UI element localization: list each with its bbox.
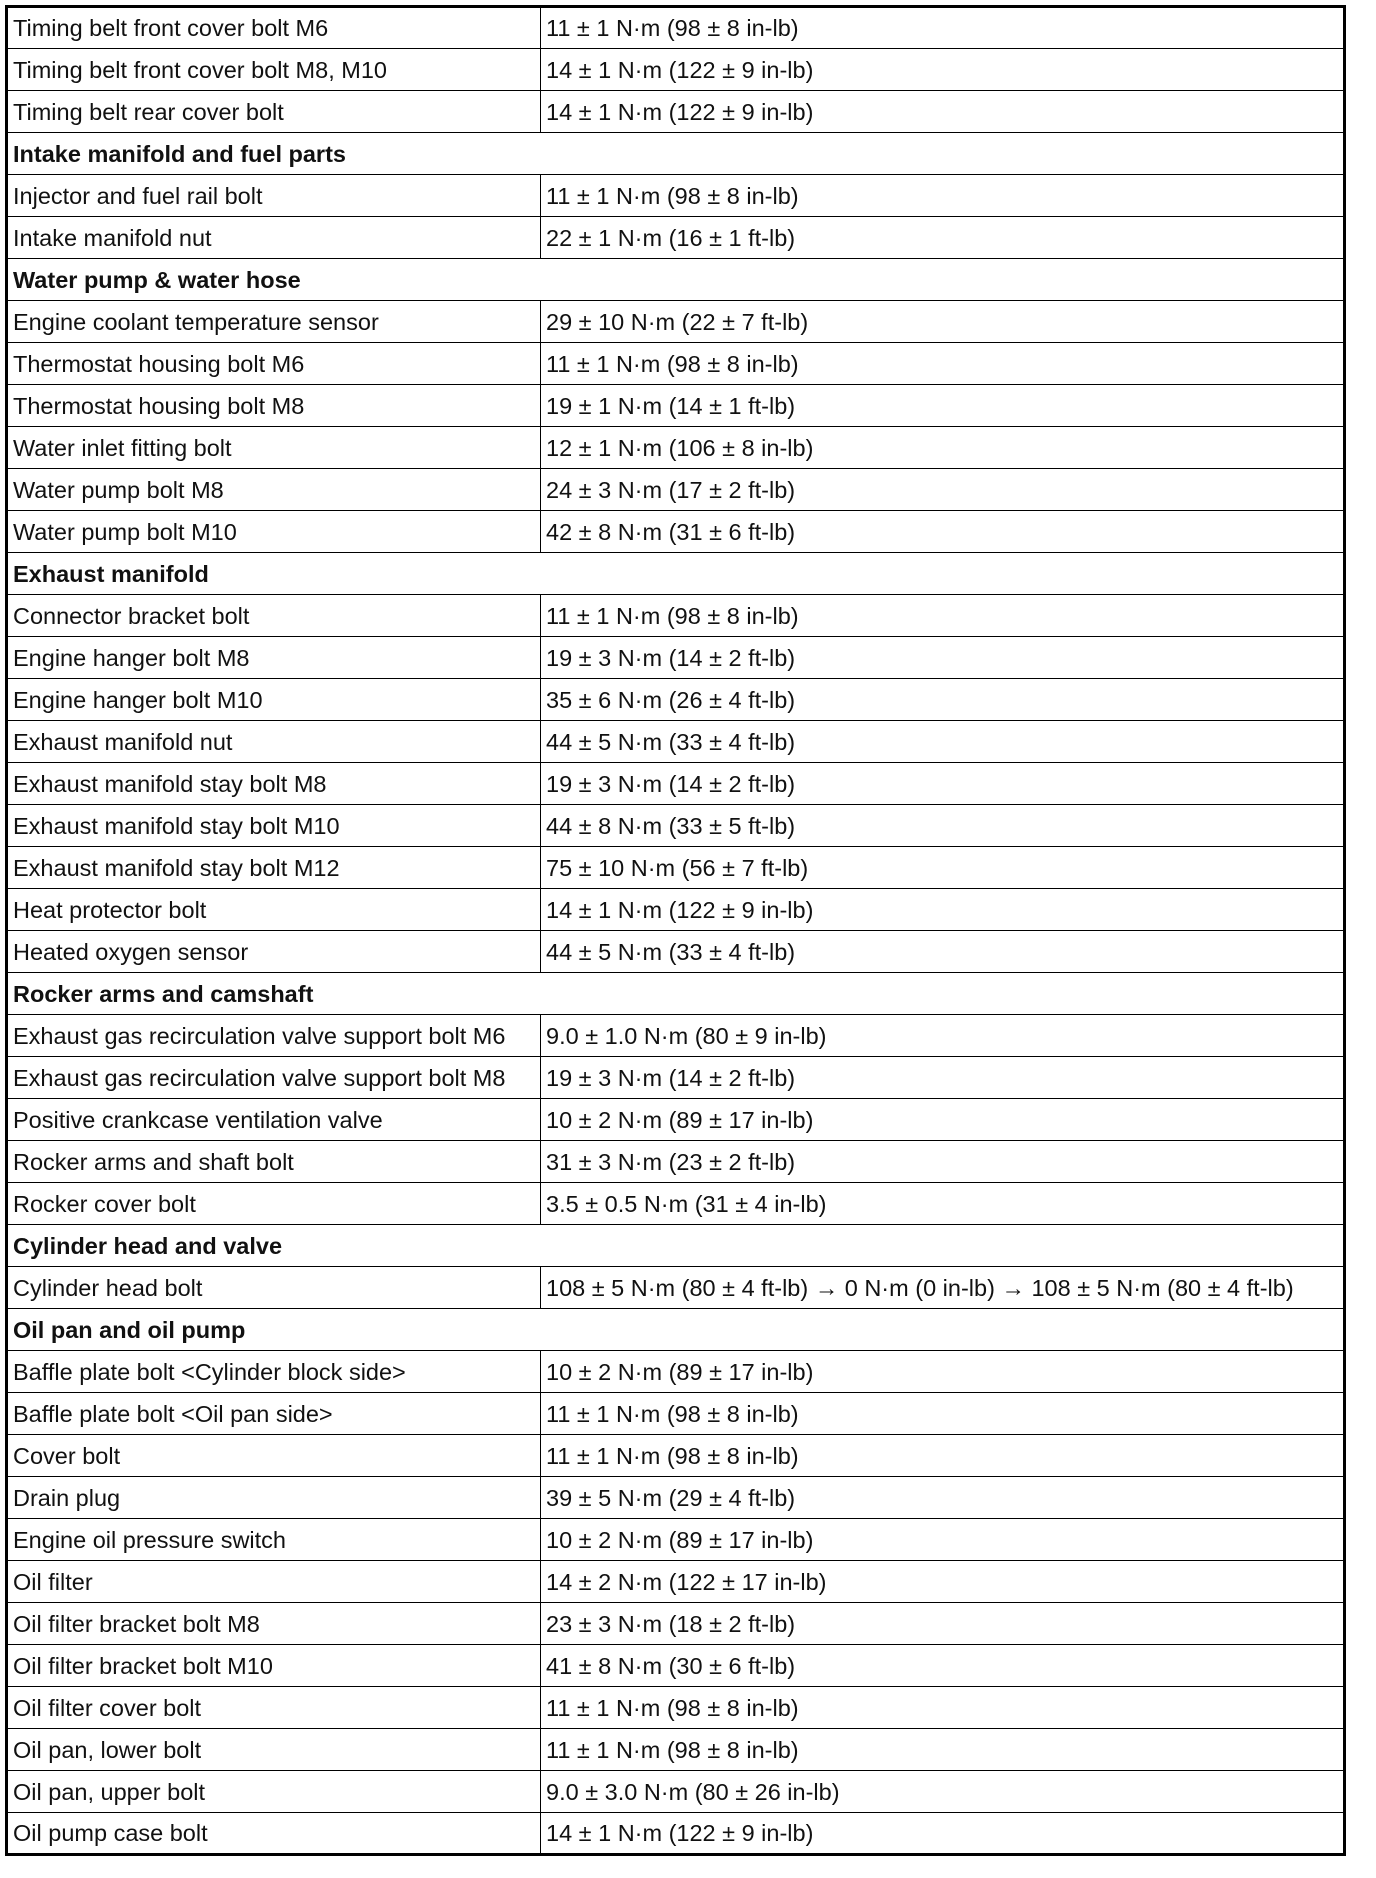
item-cell: Drain plug — [7, 1477, 541, 1519]
table-row — [7, 1015, 1345, 1057]
torque-spec-cell: 11 ± 1 N·m (98 ± 8 in-lb) — [541, 1393, 1345, 1435]
section-header-row — [7, 1225, 1345, 1267]
item-cell: Heated oxygen sensor — [7, 931, 541, 973]
table-row — [7, 679, 1345, 721]
item-cell: Timing belt front cover bolt M8, M10 — [7, 49, 541, 91]
item-cell: Thermostat housing bolt M8 — [7, 385, 541, 427]
torque-spec-cell: 3.5 ± 0.5 N·m (31 ± 4 in-lb) — [541, 1183, 1345, 1225]
torque-spec-cell: 44 ± 5 N·m (33 ± 4 ft-lb) — [541, 931, 1345, 973]
table-row — [7, 595, 1345, 637]
torque-spec-cell: 22 ± 1 N·m (16 ± 1 ft-lb) — [541, 217, 1345, 259]
item-cell: Oil filter cover bolt — [7, 1687, 541, 1729]
table-row — [7, 721, 1345, 763]
section-title: Oil pan and oil pump — [7, 1309, 1345, 1351]
item-cell: Exhaust gas recirculation valve support bolt M8 — [7, 1057, 541, 1099]
table-row — [7, 1813, 1345, 1855]
item-cell: Water pump bolt M10 — [7, 511, 541, 553]
table-row — [7, 1477, 1345, 1519]
item-cell: Exhaust manifold stay bolt M12 — [7, 847, 541, 889]
torque-spec-cell: 11 ± 1 N·m (98 ± 8 in-lb) — [541, 7, 1345, 49]
torque-spec-cell: 14 ± 1 N·m (122 ± 9 in-lb) — [541, 49, 1345, 91]
table-row — [7, 343, 1345, 385]
torque-spec-cell: 14 ± 2 N·m (122 ± 17 in-lb) — [541, 1561, 1345, 1603]
torque-spec-cell: 41 ± 8 N·m (30 ± 6 ft-lb) — [541, 1645, 1345, 1687]
item-cell: Cover bolt — [7, 1435, 541, 1477]
table-row — [7, 1351, 1345, 1393]
table-row — [7, 1519, 1345, 1561]
table-row — [7, 469, 1345, 511]
torque-spec-cell: 9.0 ± 1.0 N·m (80 ± 9 in-lb) — [541, 1015, 1345, 1057]
table-row — [7, 1393, 1345, 1435]
table-row — [7, 91, 1345, 133]
item-cell: Engine oil pressure switch — [7, 1519, 541, 1561]
table-row — [7, 847, 1345, 889]
table-row — [7, 1771, 1345, 1813]
item-cell: Engine hanger bolt M8 — [7, 637, 541, 679]
item-cell: Cylinder head bolt — [7, 1267, 541, 1309]
torque-spec-cell: 44 ± 5 N·m (33 ± 4 ft-lb) — [541, 721, 1345, 763]
item-cell: Rocker cover bolt — [7, 1183, 541, 1225]
table-row — [7, 49, 1345, 91]
table-row — [7, 763, 1345, 805]
section-title: Intake manifold and fuel parts — [7, 133, 1345, 175]
torque-spec-cell: 44 ± 8 N·m (33 ± 5 ft-lb) — [541, 805, 1345, 847]
table-row — [7, 7, 1345, 49]
torque-spec-cell: 14 ± 1 N·m (122 ± 9 in-lb) — [541, 1813, 1345, 1855]
torque-spec-cell: 19 ± 1 N·m (14 ± 1 ft-lb) — [541, 385, 1345, 427]
item-cell: Exhaust manifold stay bolt M10 — [7, 805, 541, 847]
torque-spec-cell: 12 ± 1 N·m (106 ± 8 in-lb) — [541, 427, 1345, 469]
torque-spec-cell: 29 ± 10 N·m (22 ± 7 ft-lb) — [541, 301, 1345, 343]
item-cell: Intake manifold nut — [7, 217, 541, 259]
torque-spec-cell: 19 ± 3 N·m (14 ± 2 ft-lb) — [541, 1057, 1345, 1099]
torque-spec-table — [5, 5, 1346, 1856]
table-row — [7, 637, 1345, 679]
torque-spec-table-body — [7, 7, 1345, 1855]
torque-spec-cell: 31 ± 3 N·m (23 ± 2 ft-lb) — [541, 1141, 1345, 1183]
section-header-row — [7, 133, 1345, 175]
item-cell: Thermostat housing bolt M6 — [7, 343, 541, 385]
torque-spec-cell: 24 ± 3 N·m (17 ± 2 ft-lb) — [541, 469, 1345, 511]
table-row — [7, 1561, 1345, 1603]
table-row — [7, 301, 1345, 343]
item-cell: Oil filter — [7, 1561, 541, 1603]
item-cell: Timing belt front cover bolt M6 — [7, 7, 541, 49]
item-cell: Oil pan, upper bolt — [7, 1771, 541, 1813]
torque-spec-cell: 108 ± 5 N·m (80 ± 4 ft-lb) → 0 N·m (0 in-lb) → 108 ± 5 N·m (80 ± 4 ft-lb) — [541, 1267, 1345, 1309]
table-row — [7, 217, 1345, 259]
table-row — [7, 175, 1345, 217]
table-row — [7, 1057, 1345, 1099]
table-row — [7, 1687, 1345, 1729]
torque-spec-cell: 39 ± 5 N·m (29 ± 4 ft-lb) — [541, 1477, 1345, 1519]
item-cell: Engine hanger bolt M10 — [7, 679, 541, 721]
torque-spec-cell: 10 ± 2 N·m (89 ± 17 in-lb) — [541, 1351, 1345, 1393]
item-cell: Exhaust gas recirculation valve support bolt M6 — [7, 1015, 541, 1057]
torque-spec-cell: 42 ± 8 N·m (31 ± 6 ft-lb) — [541, 511, 1345, 553]
item-cell: Positive crankcase ventilation valve — [7, 1099, 541, 1141]
table-row — [7, 1645, 1345, 1687]
torque-spec-cell: 10 ± 2 N·m (89 ± 17 in-lb) — [541, 1099, 1345, 1141]
table-row — [7, 385, 1345, 427]
torque-spec-cell: 14 ± 1 N·m (122 ± 9 in-lb) — [541, 91, 1345, 133]
torque-spec-cell: 14 ± 1 N·m (122 ± 9 in-lb) — [541, 889, 1345, 931]
item-cell: Baffle plate bolt <Cylinder block side> — [7, 1351, 541, 1393]
section-title: Cylinder head and valve — [7, 1225, 1345, 1267]
torque-spec-cell: 9.0 ± 3.0 N·m (80 ± 26 in-lb) — [541, 1771, 1345, 1813]
table-row — [7, 1099, 1345, 1141]
item-cell: Oil filter bracket bolt M10 — [7, 1645, 541, 1687]
torque-spec-cell: 19 ± 3 N·m (14 ± 2 ft-lb) — [541, 637, 1345, 679]
table-row — [7, 1729, 1345, 1771]
section-title: Exhaust manifold — [7, 553, 1345, 595]
torque-spec-cell: 11 ± 1 N·m (98 ± 8 in-lb) — [541, 175, 1345, 217]
item-cell: Connector bracket bolt — [7, 595, 541, 637]
item-cell: Water pump bolt M8 — [7, 469, 541, 511]
table-row — [7, 1435, 1345, 1477]
section-header-row — [7, 259, 1345, 301]
table-row — [7, 427, 1345, 469]
torque-spec-cell: 35 ± 6 N·m (26 ± 4 ft-lb) — [541, 679, 1345, 721]
section-title: Water pump & water hose — [7, 259, 1345, 301]
table-row — [7, 931, 1345, 973]
section-header-row — [7, 1309, 1345, 1351]
section-header-row — [7, 973, 1345, 1015]
item-cell: Rocker arms and shaft bolt — [7, 1141, 541, 1183]
item-cell: Exhaust manifold stay bolt M8 — [7, 763, 541, 805]
item-cell: Engine coolant temperature sensor — [7, 301, 541, 343]
item-cell: Baffle plate bolt <Oil pan side> — [7, 1393, 541, 1435]
torque-spec-cell: 75 ± 10 N·m (56 ± 7 ft-lb) — [541, 847, 1345, 889]
table-row — [7, 1267, 1345, 1309]
section-title: Rocker arms and camshaft — [7, 973, 1345, 1015]
torque-spec-cell: 11 ± 1 N·m (98 ± 8 in-lb) — [541, 1687, 1345, 1729]
table-row — [7, 889, 1345, 931]
item-cell: Heat protector bolt — [7, 889, 541, 931]
item-cell: Exhaust manifold nut — [7, 721, 541, 763]
table-row — [7, 1183, 1345, 1225]
table-row — [7, 1603, 1345, 1645]
item-cell: Oil filter bracket bolt M8 — [7, 1603, 541, 1645]
torque-spec-cell: 11 ± 1 N·m (98 ± 8 in-lb) — [541, 343, 1345, 385]
item-cell: Oil pump case bolt — [7, 1813, 541, 1855]
torque-spec-cell: 11 ± 1 N·m (98 ± 8 in-lb) — [541, 1729, 1345, 1771]
table-row — [7, 511, 1345, 553]
torque-spec-cell: 10 ± 2 N·m (89 ± 17 in-lb) — [541, 1519, 1345, 1561]
item-cell: Water inlet fitting bolt — [7, 427, 541, 469]
section-header-row — [7, 553, 1345, 595]
item-cell: Injector and fuel rail bolt — [7, 175, 541, 217]
table-row — [7, 1141, 1345, 1183]
torque-spec-cell: 11 ± 1 N·m (98 ± 8 in-lb) — [541, 595, 1345, 637]
table-row — [7, 805, 1345, 847]
torque-spec-cell: 11 ± 1 N·m (98 ± 8 in-lb) — [541, 1435, 1345, 1477]
item-cell: Oil pan, lower bolt — [7, 1729, 541, 1771]
item-cell: Timing belt rear cover bolt — [7, 91, 541, 133]
torque-spec-cell: 19 ± 3 N·m (14 ± 2 ft-lb) — [541, 763, 1345, 805]
torque-spec-cell: 23 ± 3 N·m (18 ± 2 ft-lb) — [541, 1603, 1345, 1645]
